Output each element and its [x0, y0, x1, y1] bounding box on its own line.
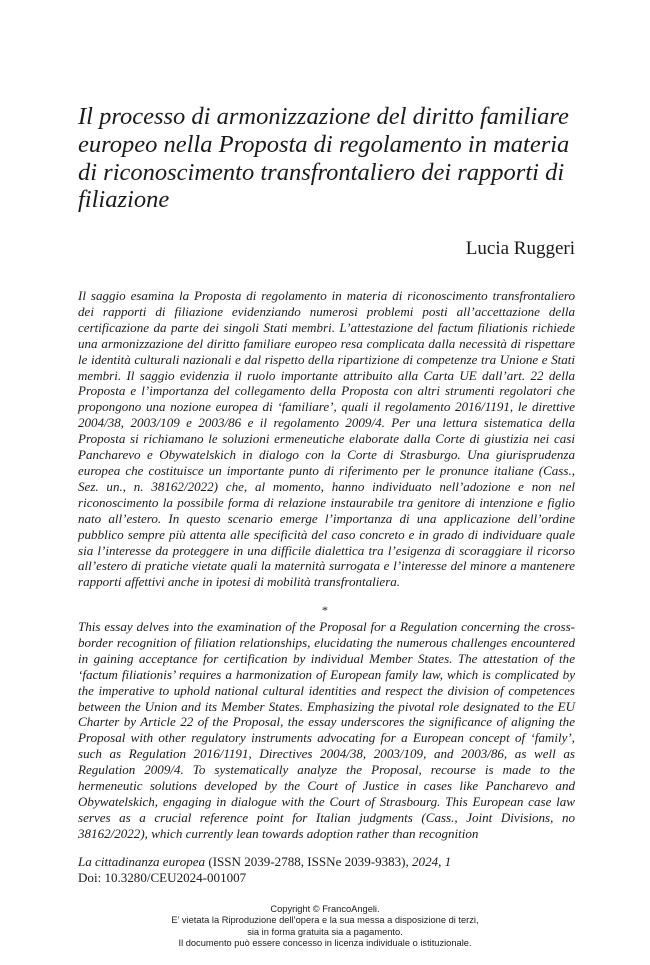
journal-issue: 2024, 1: [412, 854, 452, 869]
abstract-english: This essay delves into the examination of the Proposal for a Regulation concerning the cross-border recognition of filiation relationships, elucidating the numerous challenges encountered in gaining acceptance for certification by individual Member States. The attestation of the ‘factum filiationis’ requires a harmonization of European family law, which is complicated by the imperative to uphold national cultural identities and respect the division of competences between the Union and its Member States. Emphasizing the pivotal role designated to the EU Charter by Article 22 of the Proposal, the essay underscores the significance of aligning the Proposal with other regulatory instruments advocating for a European concept of ‘family’, such as Regulation 2016/1191, Directives 2004/38, 2003/109, and 2003/86, as well as Regulation 2009/4. To systematically analyze the Proposal, recourse is made to the hermeneutic solutions developed by the Court of Justice in cases like Pancharevo and Obywatelskich, engaging in dialogue with the Court of Strasbourg. This European case law serves as a crucial reference point for Italian judgments (Cass., Joint Divisions, no 38162/2022), which currently lean towards adoption rather than recognition: [78, 619, 575, 841]
copyright-line: Copyright © FrancoAngeli.: [270, 904, 380, 914]
article-title: Il processo di armonizzazione del diritto familiare europeo nella Proposta di regolamento in materia di riconoscimento transfrontaliero dei rapporti di filiazione: [78, 103, 570, 214]
copyright-line: sia in forma gratuita sia a pagamento.: [247, 926, 403, 937]
journal-citation: [78, 854, 451, 870]
copyright-line: Il documento può essere concesso in licenza individuale o istituzionale.: [178, 938, 472, 949]
abstract-italian: Il saggio esamina la Proposta di regolamento in materia di riconoscimento transfrontaliero dei rapporti di filiazione evidenziando numerosi problemi posti all’accettazione della certificazione da parte dei singoli Stati membri. L’attestazione del factum filiationis richiede una armonizzazione del diritto familiare europeo resa complicata dalla necessità di rispettare le identità culturali nazionali e dal rispetto della ripartizione di competenze tra Unione e Stati membri. Il saggio evidenzia il ruolo importante attribuito alla Carta UE dall’art. 22 della Proposta e l’importanza del collegamento della Proposta con altri strumenti regolatori che propongono una nozione europea di ‘familiare’, quali il regolamento 2016/1191, le direttive 2004/38, 2003/109 e 2003/86 e il regolamento 2009/4. Per una lettura sistematica della Proposta si richiamano le soluzioni ermeneutiche elaborate dalla Corte di giustizia nei casi Pancharevo e Obywatelskich in dialogo con la Corte di Strasburgo. Una giurisprudenza europea che costituisce un importante punto di riferimento per le pronunce italiane (Cass., Sez. un., n. 38162/2022) che, al momento, hanno individuato nell’adozione e non nel riconoscimento la possibile forma di relazione instaurabile tra genitore di intenzione e figlio nato all’estero. In questo scenario emerge l’importanza di una applicazione dell’ordine pubblico sempre più attenta alle specificità del caso concreto e in grado di individuare quale sia l’interesse da proteggere in una difficile dialettica tra l’esigenza di scoraggiare il ricorso all’estero di pratiche vietate quali la maternità surrogata e l’interesse del minore a mantenere rapporti affettivi anche in ipotesi di mobilità transfrontaliera.: [78, 288, 575, 590]
journal-name: La cittadinanza europea: [78, 854, 206, 869]
copyright-notice: [0, 904, 650, 950]
doi: Doi: 10.3280/CEU2024-001007: [78, 870, 247, 885]
journal-issn: (ISSN 2039-2788, ISSNe 2039-9383),: [205, 854, 413, 869]
section-separator: *: [322, 603, 328, 617]
author-name: Lucia Ruggeri: [465, 238, 575, 259]
copyright-line: E’ vietata la Riproduzione dell’opera e la sua messa a disposizione di terzi,: [171, 915, 479, 926]
